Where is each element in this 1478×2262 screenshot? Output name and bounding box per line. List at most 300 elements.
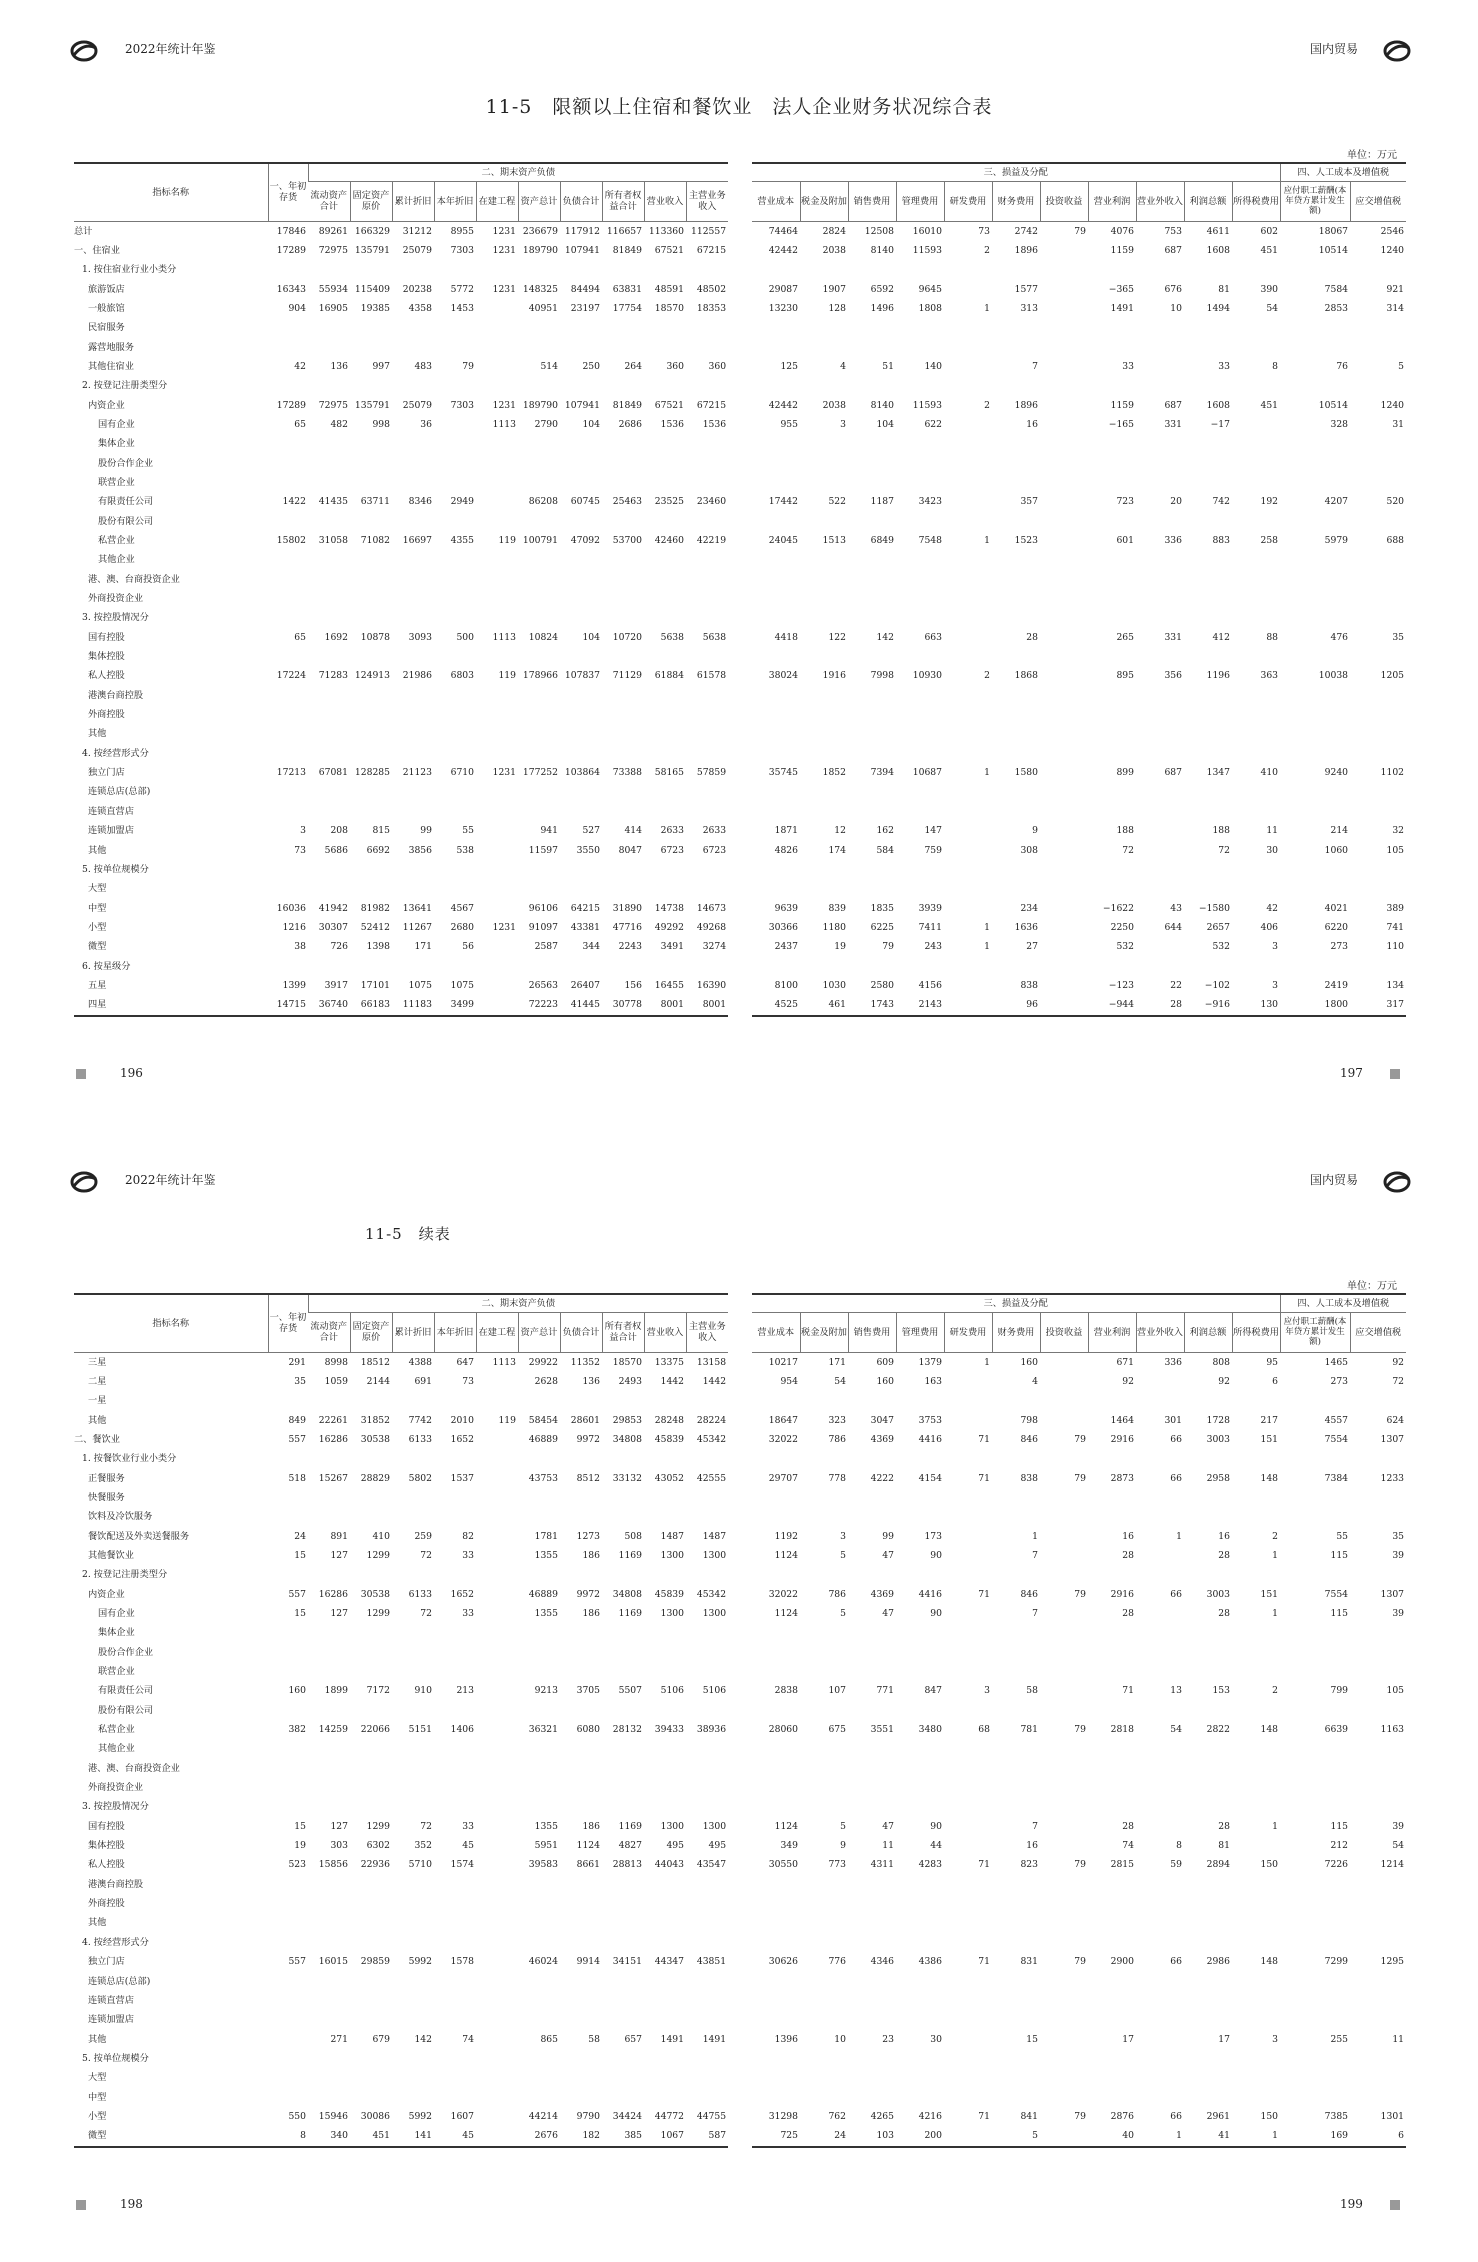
table-cell <box>944 821 992 840</box>
table-cell <box>752 1701 800 1720</box>
table-cell <box>944 1972 992 1991</box>
table-cell <box>1136 1662 1184 1681</box>
table-cell <box>1232 1662 1280 1681</box>
table-cell: 160 <box>1020 1356 1038 1368</box>
table-cell: 1187 <box>870 496 894 508</box>
table-cell: 11593 <box>912 244 942 256</box>
table-cell <box>1040 1797 1088 1816</box>
table-cell <box>476 570 518 589</box>
table-cell: 73388 <box>612 767 642 779</box>
table-cell <box>602 2068 644 2087</box>
table-cell <box>350 454 392 473</box>
table-cell: 1513 <box>822 535 846 546</box>
table-cell: 8512 <box>576 1472 600 1484</box>
table-cell <box>560 860 602 879</box>
table-cell: 65 <box>294 418 306 430</box>
table-cell: 4416 <box>918 1588 942 1600</box>
table-cell <box>686 1759 728 1778</box>
table-cell <box>268 454 308 473</box>
table-row <box>752 299 1406 318</box>
table-cell: 236679 <box>522 225 558 237</box>
table-cell <box>560 512 602 531</box>
table-cell <box>992 550 1040 569</box>
group-labor-vat: 四、人工成本及增值税 <box>1280 1294 1406 1312</box>
col-owner-equity: 所有者权益合计 <box>602 181 644 221</box>
table-cell <box>1184 318 1232 337</box>
table-cell <box>1136 957 1184 976</box>
table-cell: 1299 <box>366 1549 390 1561</box>
table-cell <box>392 376 434 395</box>
table-cell <box>752 608 800 627</box>
table-cell <box>848 1991 896 2010</box>
table-cell <box>644 1623 686 1642</box>
table-cell: 9972 <box>576 1433 600 1445</box>
table-cell <box>1280 260 1350 279</box>
table-cell <box>1232 1972 1280 1991</box>
table-cell: 3491 <box>660 941 684 953</box>
table-cell: 208 <box>330 825 348 837</box>
table-cell <box>1184 1701 1232 1720</box>
table-cell <box>518 260 560 279</box>
table-cell <box>800 1759 848 1778</box>
table-cell <box>992 744 1040 763</box>
table-row <box>752 1817 1406 1836</box>
table-cell: 291 <box>288 1356 306 1368</box>
table-cell <box>602 434 644 453</box>
table-cell <box>308 1797 350 1816</box>
table-cell: 34808 <box>612 1588 642 1600</box>
table-cell: 2 <box>984 244 990 256</box>
table-cell <box>476 1565 518 1584</box>
table-cell <box>560 1778 602 1797</box>
table-cell: 2900 <box>1110 1956 1134 1968</box>
table-cell <box>1040 1739 1088 1758</box>
table-cell <box>992 1797 1040 1816</box>
table-cell <box>476 995 518 1015</box>
table-cell: 4827 <box>618 1840 642 1852</box>
table-cell: 16 <box>1122 1530 1134 1542</box>
table-cell: 217 <box>1260 1414 1279 1426</box>
table-cell: 212 <box>1330 1840 1349 1852</box>
table-cell <box>644 705 686 724</box>
table-cell: 349 <box>780 1840 798 1852</box>
table-cell <box>518 1797 560 1816</box>
table-cell <box>518 2010 560 2029</box>
table-cell <box>392 318 434 337</box>
table-cell <box>848 376 896 395</box>
table-cell <box>1088 705 1136 724</box>
table-cell <box>800 1991 848 2010</box>
table-cell: 314 <box>1386 302 1405 314</box>
table-cell <box>308 860 350 879</box>
table-cell <box>476 1836 518 1855</box>
table-cell: 941 <box>540 825 558 837</box>
table-cell <box>268 1643 308 1662</box>
table-cell <box>1040 1662 1088 1681</box>
table-cell: 20238 <box>402 283 432 295</box>
table-cell: 1159 <box>1110 399 1134 411</box>
table-cell <box>944 318 992 337</box>
table-cell <box>392 1913 434 1932</box>
table-cell <box>1232 1778 1280 1797</box>
table-cell <box>268 2068 308 2087</box>
table-row <box>74 957 728 976</box>
table-cell: 130 <box>1232 995 1280 1015</box>
table-cell: 24 <box>294 1530 306 1542</box>
table-cell: 883 <box>1212 535 1230 546</box>
table-cell: 15 <box>294 1820 306 1832</box>
table-cell: 128285 <box>354 767 390 779</box>
table-cell <box>1350 1643 1406 1662</box>
row-label: 联营企业 <box>98 1666 135 1677</box>
table-cell <box>434 1991 476 2010</box>
table-row <box>752 1855 1406 1874</box>
table-cell <box>308 724 350 743</box>
table-cell: 134 <box>1386 979 1405 991</box>
table-cell <box>1280 338 1350 357</box>
table-cell: 148 <box>1260 1724 1279 1736</box>
table-cell <box>476 492 518 511</box>
table-cell <box>1232 1894 1280 1913</box>
table-cell <box>268 1662 308 1681</box>
table-cell: 243 <box>924 941 942 953</box>
table-cell <box>560 1623 602 1642</box>
table-cell <box>392 1991 434 2010</box>
table-cell <box>1350 434 1406 453</box>
table-cell <box>602 2010 644 2029</box>
table-cell <box>752 879 800 898</box>
table-cell: 42219 <box>696 535 727 546</box>
table-cell: 7548 <box>918 535 942 546</box>
table-cell <box>848 1913 896 1932</box>
row-label: 私营企业 <box>98 1724 135 1736</box>
table-cell <box>308 1739 350 1758</box>
table-cell <box>896 1739 944 1758</box>
table-cell <box>1232 1836 1280 1855</box>
table-cell: 1916 <box>822 670 846 682</box>
table-cell <box>1184 454 1232 473</box>
table-cell <box>644 1739 686 1758</box>
table-cell <box>1350 589 1406 608</box>
table-cell: 22261 <box>318 1414 348 1426</box>
table-cell <box>752 802 800 821</box>
table-cell <box>1088 1623 1136 1642</box>
table-cell: 73 <box>294 844 306 856</box>
table-cell: 72 <box>420 1820 432 1832</box>
table-cell <box>686 1972 728 1991</box>
table-cell: 99 <box>882 1530 894 1542</box>
table-cell <box>800 724 848 743</box>
table-cell <box>800 570 848 589</box>
table-cell: 38024 <box>768 670 798 682</box>
table-cell <box>1280 686 1350 705</box>
table-cell <box>350 1507 392 1526</box>
table-cell <box>1040 1972 1088 1991</box>
table-cell: 451 <box>1260 244 1279 256</box>
table-cell <box>800 318 848 337</box>
table-cell <box>1088 2049 1136 2068</box>
table-cell <box>560 318 602 337</box>
table-cell: 1580 <box>1014 767 1038 779</box>
table-cell <box>1088 1875 1136 1894</box>
table-cell: 13641 <box>402 902 432 914</box>
table-cell: 7394 <box>870 767 894 779</box>
table-cell: 557 <box>288 1588 306 1600</box>
col-payroll: 应付职工薪酬(本年贷方累计发生额) <box>1280 181 1350 221</box>
table-cell <box>896 434 944 453</box>
table-cell <box>944 589 992 608</box>
table-cell: 43547 <box>696 1859 727 1871</box>
table-cell <box>686 2068 728 2087</box>
table-cell: 2628 <box>534 1375 558 1387</box>
table-cell: 255 <box>1330 2033 1349 2045</box>
table-cell <box>1232 1913 1280 1932</box>
table-cell <box>602 550 644 569</box>
table-cell <box>848 2010 896 2029</box>
table-cell: 30 <box>930 2033 942 2045</box>
table-cell <box>1184 647 1232 666</box>
table-cell <box>1136 841 1184 860</box>
table-cell <box>392 589 434 608</box>
table-cell <box>392 338 434 357</box>
table-cell: 250 <box>582 360 600 372</box>
table-cell <box>1040 492 1088 511</box>
table-cell <box>1136 1933 1184 1952</box>
table-cell: 30366 <box>768 921 798 933</box>
table-cell: 31058 <box>318 535 348 546</box>
table-cell <box>944 1488 992 1507</box>
table-cell <box>602 376 644 395</box>
table-cell <box>686 802 728 821</box>
table-cell <box>308 1565 350 1584</box>
table-cell <box>1232 686 1280 705</box>
table-cell: 1216 <box>282 921 306 933</box>
table-cell: 771 <box>876 1685 894 1697</box>
table-row <box>752 454 1406 473</box>
table-cell: 955 <box>780 418 798 430</box>
table-cell <box>800 802 848 821</box>
table-cell <box>686 550 728 569</box>
table-cell: 390 <box>1260 283 1279 295</box>
table-cell <box>602 1391 644 1410</box>
row-label: 外商投资企业 <box>88 593 144 605</box>
table-cell: 16010 <box>912 225 942 237</box>
table-cell: 112557 <box>691 225 727 237</box>
table-cell <box>350 260 392 279</box>
table-cell <box>268 860 308 879</box>
table-cell: 8 <box>1272 360 1279 372</box>
table-cell: 41445 <box>560 995 602 1015</box>
table-cell: 39583 <box>528 1859 558 1871</box>
table-row <box>74 1933 728 1952</box>
table-cell <box>1280 1449 1350 1468</box>
table-cell: 35 <box>1392 1530 1405 1542</box>
table-row <box>752 1488 1406 1507</box>
table-cell <box>476 1623 518 1642</box>
table-cell <box>434 1894 476 1913</box>
table-cell <box>1088 260 1136 279</box>
table-cell: 7 <box>1032 1549 1038 1561</box>
table-cell <box>1088 1391 1136 1410</box>
table-cell: 3003 <box>1206 1433 1230 1445</box>
table-cell: 2587 <box>534 941 558 953</box>
table-cell: 759 <box>924 844 942 856</box>
table-row <box>752 1372 1406 1391</box>
table-cell <box>1280 647 1350 666</box>
table-cell: 644 <box>1164 921 1182 933</box>
table-cell <box>268 705 308 724</box>
table-cell: 601 <box>1116 535 1134 546</box>
table-cell: 3939 <box>918 902 942 914</box>
table-cell <box>434 1507 476 1526</box>
table-cell <box>350 860 392 879</box>
table-cell <box>944 357 992 376</box>
table-cell <box>434 1739 476 1758</box>
table-cell: 11 <box>1266 825 1279 837</box>
row-label: 其他 <box>88 1414 107 1426</box>
table-cell: 1231 <box>492 283 516 295</box>
table-cell <box>268 2049 308 2068</box>
table-cell <box>350 1991 392 2010</box>
table-cell <box>1040 2068 1088 2087</box>
table-cell: 81 <box>1218 1840 1230 1852</box>
table-cell: 79 <box>1074 1956 1086 1968</box>
table-cell: 1536 <box>660 418 684 430</box>
table-cell <box>644 879 686 898</box>
table-cell <box>644 1913 686 1932</box>
table-cell: 2038 <box>822 399 846 411</box>
table-cell <box>434 550 476 569</box>
table-cell <box>1350 724 1406 743</box>
table-cell <box>686 1739 728 1758</box>
table-cell: 476 <box>1330 631 1349 643</box>
table-cell <box>434 1565 476 1584</box>
table-cell <box>434 1797 476 1816</box>
table-cell: 16 <box>1026 1840 1038 1852</box>
table-cell <box>848 1623 896 1642</box>
table-row <box>74 434 728 453</box>
table-cell <box>1040 376 1088 395</box>
table-cell: 47 <box>882 1607 894 1619</box>
table-cell <box>1184 1913 1232 1932</box>
table-cell <box>1350 647 1406 666</box>
table-cell <box>1350 260 1406 279</box>
table-cell: 1868 <box>1014 670 1038 682</box>
table-cell <box>992 1449 1040 1468</box>
table-cell <box>518 1701 560 1720</box>
table-cell <box>1184 1507 1232 1526</box>
table-cell <box>350 1739 392 1758</box>
table-cell: 1 <box>984 921 990 933</box>
table-cell <box>800 860 848 879</box>
table-cell <box>392 1972 434 1991</box>
table-cell: 10930 <box>912 670 942 682</box>
table-row <box>752 1662 1406 1681</box>
table-cell <box>1136 260 1184 279</box>
table-cell: 14715 <box>268 995 308 1015</box>
table-cell <box>1232 1391 1280 1410</box>
table-cell <box>602 1662 644 1681</box>
table-cell: 13158 <box>696 1356 727 1368</box>
table-cell: 4369 <box>870 1433 894 1445</box>
group-profit-distribution: 三、损益及分配 <box>752 163 1280 181</box>
table-cell: 72975 <box>318 244 348 256</box>
table-cell <box>1088 454 1136 473</box>
table-cell <box>944 473 992 492</box>
table-cell <box>1184 1933 1232 1952</box>
table-cell <box>1040 995 1088 1015</box>
table-cell: 1307 <box>1380 1433 1405 1445</box>
table-cell <box>686 589 728 608</box>
table-cell: 79 <box>1074 225 1086 237</box>
table-cell: 151 <box>1260 1588 1279 1600</box>
table-row <box>74 1527 728 1546</box>
table-cell <box>268 2088 308 2107</box>
table-cell: −365 <box>1108 283 1134 295</box>
table-cell: 3550 <box>576 844 600 856</box>
table-cell <box>602 744 644 763</box>
table-cell: 308 <box>1020 844 1038 856</box>
table-cell: 107941 <box>564 399 600 411</box>
table-cell <box>944 1933 992 1952</box>
table-cell <box>560 782 602 801</box>
table-cell <box>686 957 728 976</box>
table-cell <box>476 1759 518 1778</box>
table-row <box>752 1681 1406 1700</box>
table-cell <box>944 338 992 357</box>
table-cell <box>350 686 392 705</box>
table-cell <box>392 1623 434 1642</box>
table-cell <box>1088 957 1136 976</box>
table-cell <box>560 1875 602 1894</box>
table-cell: 1295 <box>1380 1956 1405 1968</box>
table-cell <box>602 705 644 724</box>
table-cell <box>1088 686 1136 705</box>
table-cell: 140 <box>924 360 942 372</box>
table-cell: 1907 <box>822 283 846 295</box>
table-cell: 451 <box>1260 399 1279 411</box>
table-cell <box>602 2088 644 2107</box>
table-cell: 142 <box>876 631 894 643</box>
table-cell: −102 <box>1204 979 1230 991</box>
table-cell: 30538 <box>360 1588 390 1600</box>
table-cell <box>308 550 350 569</box>
table-cell <box>1350 1391 1406 1410</box>
table-cell <box>1040 705 1088 724</box>
table-cell: 798 <box>1020 1414 1038 1426</box>
table-cell <box>1088 512 1136 531</box>
table-row <box>74 454 728 473</box>
table-cell <box>268 1778 308 1797</box>
row-label: 2. 按登记注册类型分 <box>82 380 168 392</box>
table-cell <box>944 1604 992 1623</box>
table-cell <box>602 570 644 589</box>
table-row <box>752 957 1406 976</box>
page-corner-mark <box>1390 1069 1400 1079</box>
table-cell: 11593 <box>912 399 942 411</box>
table-cell <box>602 1488 644 1507</box>
table-cell <box>476 1681 518 1700</box>
table-cell <box>1184 957 1232 976</box>
table-cell: 148325 <box>522 283 558 295</box>
table-cell <box>1040 357 1088 376</box>
table-row <box>752 280 1406 299</box>
table-cell <box>848 860 896 879</box>
table-cell: 58 <box>588 2033 600 2045</box>
table-cell: 12 <box>834 825 846 837</box>
table-cell <box>1280 744 1350 763</box>
table-cell <box>944 628 992 647</box>
